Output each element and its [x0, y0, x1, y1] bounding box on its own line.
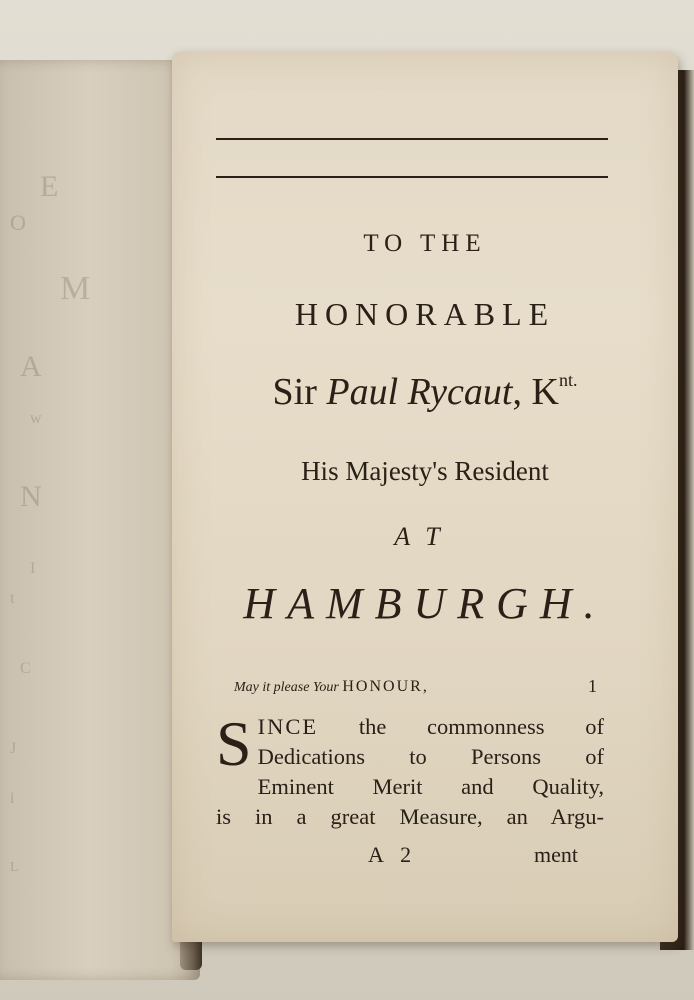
- signature-mark: A 2: [368, 842, 418, 867]
- dedication-body: [216, 708, 604, 832]
- name-prefix: Sir: [272, 371, 327, 413]
- city-name: HAMBURGH.: [243, 579, 607, 628]
- drop-capital: S: [216, 708, 252, 779]
- left-page-faded-print: E O M A w N I t C J i L: [10, 170, 91, 875]
- body-line-4: is in a great Measure, an Argu-: [216, 804, 604, 829]
- salutation-caps: HONOUR,: [342, 678, 429, 695]
- dedicatee-name: [172, 370, 678, 414]
- dedication-page: [172, 52, 678, 942]
- name-superscript: nt.: [558, 370, 578, 390]
- body-line-1: [216, 712, 604, 742]
- name-suffix: , K: [512, 371, 559, 413]
- top-rule: [216, 138, 608, 140]
- margin-mark: 1: [588, 676, 597, 696]
- first-word-rest: INCE: [257, 714, 319, 739]
- body-line-3: Eminent Merit and Quality,: [257, 774, 604, 799]
- second-rule: [216, 176, 608, 178]
- at-line: AT: [394, 522, 456, 551]
- body-line-2: Dedications to Persons of: [257, 744, 604, 769]
- heading-to-the: TO THE: [363, 230, 487, 257]
- salutation-italic: May it please Your: [234, 680, 343, 695]
- catchword: ment: [534, 842, 578, 867]
- facing-left-page: [0, 60, 200, 980]
- salutation: [234, 678, 429, 696]
- dedicatee-title: His Majesty's Resident: [301, 456, 549, 486]
- heading-honorable: HONORABLE: [294, 296, 556, 332]
- line-1-rest: the commonness of: [318, 714, 604, 739]
- name-italic: Paul Rycaut: [326, 371, 513, 413]
